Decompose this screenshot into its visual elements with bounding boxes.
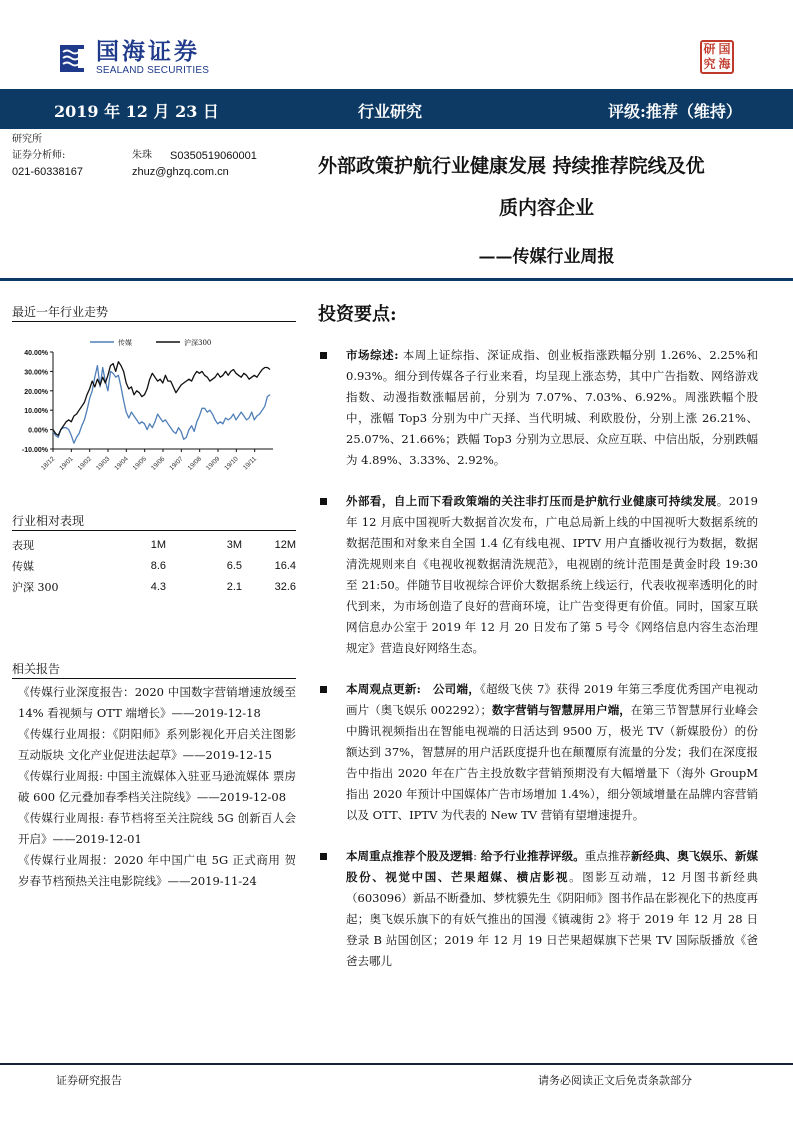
logo-chinese-name: 国海证券 bbox=[96, 38, 200, 65]
highlight-text-2: 重点推荐 bbox=[584, 849, 631, 863]
series-line-hs300 bbox=[53, 362, 270, 436]
x-tick-label: 19/04 bbox=[113, 455, 130, 472]
performance-section-rule bbox=[12, 530, 296, 531]
seal-char: 研 bbox=[703, 42, 716, 56]
title-line-1: 外部政策护航行业健康发展 持续推荐院线及优 bbox=[318, 155, 705, 177]
highlight-lead-2: 给予行业推荐评级。 bbox=[480, 849, 585, 863]
footer-divider bbox=[0, 1063, 793, 1065]
x-tick-label: 19/07 bbox=[168, 455, 185, 472]
cell: 6.5 bbox=[226, 559, 242, 572]
seal-char: 海 bbox=[718, 57, 731, 71]
y-tick-label: -10.00% bbox=[21, 447, 48, 454]
related-report-link[interactable]: 《传媒行业周报: 春节档将至关注院线 5G 创新百人会开启》——2019-12-01 bbox=[18, 811, 296, 846]
header-cell: 表现 bbox=[12, 538, 34, 552]
trend-section-rule bbox=[12, 321, 296, 322]
seal-char: 国 bbox=[718, 42, 731, 56]
table-row bbox=[12, 555, 296, 576]
highlight-lead: 本周重点推荐个股及逻辑 bbox=[346, 849, 474, 863]
related-reports-list bbox=[18, 682, 296, 892]
x-tick-label: 18/12 bbox=[39, 455, 57, 472]
title-line-2: 质内容企业 bbox=[498, 197, 594, 219]
row-label: 沪深 300 bbox=[12, 580, 59, 594]
bullet-square-icon bbox=[320, 853, 327, 860]
highlight-text-2: 在第三节智慧屏行业峰会中腾讯视频指出在智能电视端的日活达到 9500 万，极光 TV（新媒股份）的份额达到 37%，智慧屏的用户活跃度提升也在颠覆原有流量的分发；我们在深度报告中指出 2020 年在广告主投放数字营销预期没有大幅增量下（海外 GroupM 指出 2020 年预计中国媒体广告市场增加 1.4%），细分领域增量在品牌内容营销以及 OTT、IPTV 为代表的 New TV 营销有望增速提升。 bbox=[346, 703, 759, 822]
cell: 2.1 bbox=[226, 580, 242, 593]
highlight-lead-2: 公司端， bbox=[420, 682, 480, 696]
institute-label: 研究所 bbox=[12, 134, 42, 145]
cell: 32.6 bbox=[274, 580, 296, 593]
rating: 评级:推荐（维持） bbox=[608, 102, 742, 121]
highlight-text: 本周上证综指、深证成指、创业板指涨跌幅分别 1.26%、2.25%和 0.93%。细分到传媒各子行业来看，均呈现上涨态势，其中广告指数、网络游戏指数、动漫指数涨幅居前，分别为 7.07%、7.03%、6.92%。周涨跌幅个股中，涨幅 Top3 分别为中广天择、当代明城、利欧股份，分别上涨 26.21%、25.07%、21.66%；跌幅 Top3 分别为立思辰、众应互联、中信出版，分别跌幅为 4.89%、3.33%、2.92%。 bbox=[346, 348, 758, 467]
company-logo bbox=[56, 40, 209, 76]
header-cell: 3M bbox=[226, 538, 242, 551]
logo-english-name: SEALAND SECURITIES bbox=[96, 64, 210, 76]
footer-disclaimer-note: 请务必阅读正文后免责条款部分 bbox=[538, 1074, 692, 1087]
x-tick-label: 19/10 bbox=[223, 455, 240, 472]
research-seal-icon bbox=[700, 40, 734, 74]
y-tick-label: 20.00% bbox=[24, 388, 48, 396]
bullet-square-icon bbox=[320, 352, 327, 359]
cell: 4.3 bbox=[150, 580, 166, 593]
related-report-link[interactable]: 《传媒行业深度报告：2020 中国数字营销增速放缓至 14% 看视频与 OTT 端增长》——2019-12-18 bbox=[18, 685, 296, 720]
analyst-email[interactable]: zhuz@ghzq.com.cn bbox=[132, 166, 229, 178]
row-label: 传媒 bbox=[12, 559, 34, 573]
x-tick-label: 19/02 bbox=[76, 455, 94, 472]
analyst-phone: 021-60338167 bbox=[12, 166, 83, 178]
investment-highlights-heading: 投资要点: bbox=[318, 304, 397, 325]
performance-header-row bbox=[12, 534, 296, 555]
x-tick-label: 19/03 bbox=[94, 455, 112, 472]
related-reports-rule bbox=[12, 678, 296, 679]
highlight-item bbox=[318, 491, 758, 659]
table-row bbox=[12, 576, 296, 597]
y-tick-label: 0.00% bbox=[28, 427, 48, 435]
x-tick-label: 19/06 bbox=[149, 455, 167, 472]
highlight-text: 《超级飞侠 7》获得 2019 年第三季度优秀国产电视动画片（奥飞娱乐 002292）； bbox=[346, 682, 758, 717]
header-divider bbox=[0, 278, 793, 281]
header-cell: 1M bbox=[150, 538, 166, 551]
highlight-text-3: 。图影互动端，12 月图书新经典（603096）新品不断叠加、梦枕貘先生《阴阳师》图书作品在影视化下的热度再起；奥飞娱乐旗下的有妖气推出的国漫《镇魂街 2》将于 2019 年 12 月 28 日登录 B 站国创区；2019 年 12 月 19 日芒果超媒旗下芒果 TV 国际版播放《爸爸去哪儿 bbox=[346, 870, 759, 968]
trend-section-title: 最近一年行业走势 bbox=[12, 305, 109, 319]
header-cell: 12M bbox=[274, 538, 296, 551]
y-tick-label: 40.00% bbox=[24, 350, 48, 357]
analyst-info bbox=[12, 132, 292, 180]
analyst-cert-number: S0350519060001 bbox=[170, 150, 257, 162]
footer-left-label: 证券研究报告 bbox=[56, 1074, 122, 1087]
cell: 8.6 bbox=[150, 559, 166, 572]
x-tick-label: 19/08 bbox=[186, 455, 204, 472]
highlight-lead: 市场综述: bbox=[346, 348, 399, 362]
related-report-link[interactable]: 《传媒行业周报: 中国主流媒体入驻亚马逊流媒体 票房破 600 亿元叠加春季档关注院线》——2019-12-08 bbox=[18, 769, 296, 804]
analyst-role-label: 证券分析师: bbox=[12, 150, 66, 161]
performance-table bbox=[12, 534, 296, 597]
cell: 16.4 bbox=[274, 559, 296, 572]
highlight-text: 。2019 年 12 月底中国视听大数据首次发布，广电总局新上线的中国视听大数据系统的数据范围和对象来自全国 1.4 亿有线电视、IPTV 用户直播收视行为数据，数据清洗规则来自《电视收视数据清洗规范》，电视剧的统计范围是黄金时段 19:30 至 21:50。伴随节目收视综合评价大数据系统上线运行，代表收视率透明化的时代到来，为市场创造了良好的营商环境，让广告变得更有价值。同时，国家互联网信息办公室于 2019 年 12 月 20 日发布了第 5 号令《网络信息内容生态治理规定》营造良好网络生态。 bbox=[346, 494, 758, 655]
y-tick-label: 10.00% bbox=[24, 408, 48, 416]
highlight-lead: 本周观点更新: bbox=[346, 682, 421, 696]
legend-label: 传媒 bbox=[118, 339, 132, 347]
highlight-text: : bbox=[473, 849, 481, 863]
report-subtitle: ——传媒行业周报 bbox=[478, 247, 615, 267]
report-date: 2019 年 12 月 23 日 bbox=[54, 102, 219, 121]
x-tick-label: 19/05 bbox=[131, 455, 149, 472]
related-reports-title: 相关报告 bbox=[12, 662, 61, 676]
related-report-link[interactable]: 《传媒行业周报：《阴阳师》系列影视化开启关注图影互动版块 文化产业促进法起草》——2019-12-15 bbox=[18, 727, 296, 762]
sealand-logo-icon bbox=[56, 42, 88, 74]
performance-section-title: 行业相对表现 bbox=[12, 514, 85, 528]
highlight-lead: 外部看，自上而下看政策端的关注非打压而是护航行业健康可持续发展 bbox=[346, 494, 717, 508]
bullet-square-icon bbox=[320, 686, 327, 693]
industry-trend-chart bbox=[0, 330, 300, 480]
trend-chart-svg bbox=[0, 330, 300, 480]
highlight-item bbox=[318, 679, 758, 826]
legend-label: 沪深300 bbox=[184, 339, 212, 347]
analyst-name: 朱珠 bbox=[132, 150, 152, 161]
bullet-square-icon bbox=[320, 498, 327, 505]
highlight-item bbox=[318, 345, 758, 471]
seal-char: 究 bbox=[703, 57, 716, 71]
report-title bbox=[300, 145, 793, 229]
report-type: 行业研究 bbox=[358, 102, 423, 121]
related-report-link[interactable]: 《传媒行业周报：2020 年中国广电 5G 正式商用 贺岁春节档预热关注电影院线》——2019-11-24 bbox=[18, 853, 296, 888]
highlight-lead-3: 新经典、奥飞娱乐、新媒股份、视觉中国、芒果超媒、横店影视 bbox=[346, 849, 759, 884]
highlight-lead-3: 数字营销与智慧屏用户端， bbox=[491, 703, 631, 717]
header-banner bbox=[0, 89, 793, 129]
highlight-item bbox=[318, 846, 758, 972]
x-tick-label: 19/11 bbox=[241, 455, 259, 472]
investment-highlights bbox=[318, 345, 758, 972]
series-line-media bbox=[53, 366, 270, 444]
x-tick-label: 19/01 bbox=[58, 455, 75, 472]
x-tick-label: 19/09 bbox=[204, 455, 222, 472]
y-tick-label: 30.00% bbox=[24, 369, 48, 377]
